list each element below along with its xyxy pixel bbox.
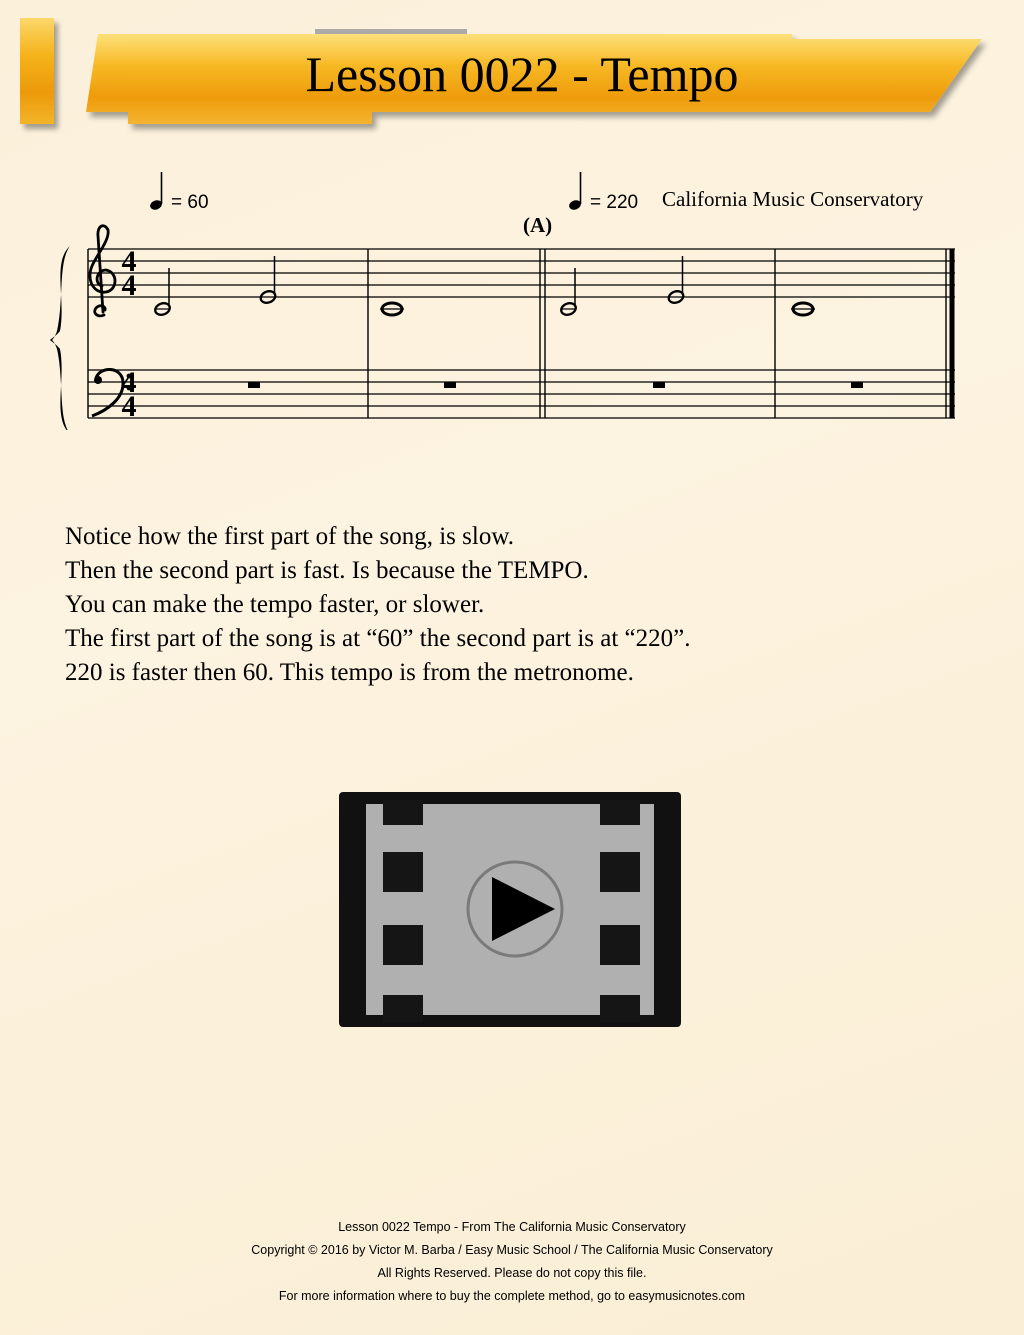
svg-text:4: 4 (121, 269, 137, 302)
composer-credit: California Music Conservatory (662, 187, 924, 211)
note-half-c (154, 268, 172, 317)
lesson-text (65, 520, 965, 690)
footer-line: Lesson 0022 Tempo - From The California Music Conservatory (338, 1220, 686, 1234)
tempo-first-label: = 60 (171, 192, 209, 213)
footer-line: For more information where to buy the complete method, go to easymusicnotes.com (278, 1289, 746, 1303)
rehearsal-mark: (A) (523, 213, 553, 237)
svg-text:4: 4 (121, 366, 137, 399)
tempo-marking-second (568, 172, 638, 213)
barlines (88, 249, 952, 418)
note-half-c (560, 268, 578, 317)
lesson-line: 220 is faster then 60. This tempo is from the metronome. (65, 659, 634, 686)
note-whole-c (791, 303, 815, 315)
tempo-second-label: = 220 (590, 192, 639, 213)
svg-text:4: 4 (121, 390, 137, 423)
svg-text:4: 4 (121, 245, 137, 278)
lesson-line: Notice how the first part of the song, is slow. (65, 523, 514, 550)
footer (0, 1216, 1024, 1308)
time-signature-treble (122, 245, 137, 302)
page-title: Lesson 0022 - Tempo (305, 46, 739, 102)
treble-staff (88, 249, 955, 297)
time-signature-bass (122, 366, 137, 423)
treble-clef (90, 226, 115, 316)
lesson-line: Then the second part is fast. Is because the TEMPO. (65, 557, 589, 584)
footer-copyright: Copyright © 2016 by Victor M. Barba / Easy Music School / The California Music Conservatory (251, 1243, 773, 1257)
lesson-line: The first part of the song is at “60” the second part is at “220”. (65, 625, 691, 652)
tempo-marking-first (149, 172, 209, 213)
note-whole-c (380, 303, 404, 315)
brace (50, 246, 70, 430)
footer-line: All Rights Reserved. Please do not copy this file. (377, 1266, 647, 1280)
lesson-line: You can make the tempo faster, or slower. (65, 591, 485, 618)
bass-staff (88, 370, 955, 418)
video-player[interactable] (339, 792, 681, 1027)
whole-rests (248, 382, 863, 388)
